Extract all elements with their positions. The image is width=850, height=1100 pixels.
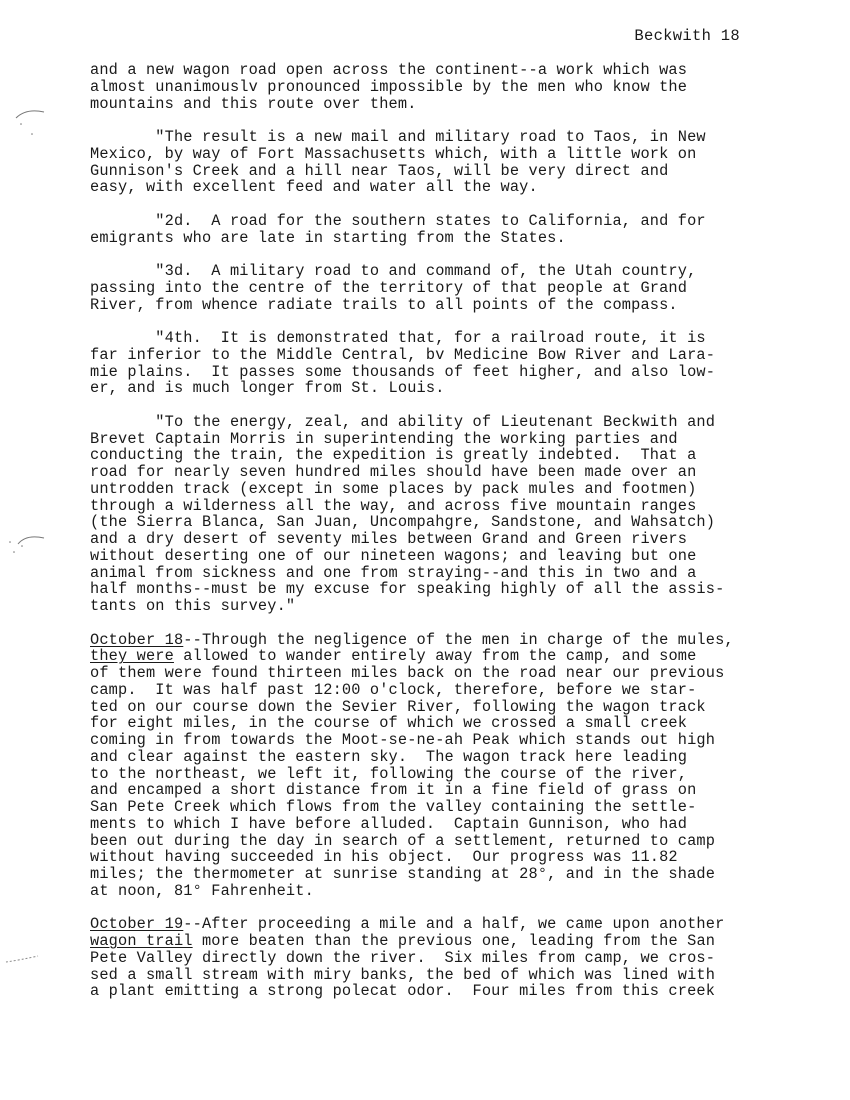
entry-text: allowed to wander entirely away from the camp, and some <box>173 647 697 666</box>
text-line: without deserting one of our nineteen wagons; and leaving but one <box>90 546 697 565</box>
underlined-text: they were <box>90 647 174 666</box>
text-line: sed a small stream with miry banks, the bed of which was lined with <box>90 965 716 984</box>
entry-second-line <box>90 933 790 950</box>
text-line: emigrants who are late in starting from the States. <box>90 228 566 247</box>
text-line: passing into the centre of the territory of that people at Grand <box>90 278 688 297</box>
text-line: tants on this survey." <box>90 597 296 615</box>
text-line: through a wilderness all the way, and across five mountain ranges <box>90 496 697 515</box>
entry-text: --After proceeding a mile and a half, we came upon another <box>183 915 725 934</box>
text-line: "3d. A military road to and command of, the Utah country, <box>90 262 697 280</box>
text-line: to the northeast, we left it, following the course of the river, <box>90 764 688 783</box>
text-line: and encamped a short distance from it in a fine field of grass on <box>90 781 697 800</box>
document-body <box>90 62 790 1000</box>
text-line: half months--must be my excuse for speaking highly of all the assis- <box>90 580 725 599</box>
text-line: "2d. A road for the southern states to California, and for <box>90 211 706 230</box>
entry-text: more beaten than the previous one, leading from the San <box>192 932 716 950</box>
text-line: Mexico, by way of Fort Massachusetts which, with a little work on <box>90 144 697 163</box>
text-line: miles; the thermometer at sunrise standing at 28°, and in the shade <box>90 865 716 883</box>
text-line: coming in from towards the Moot-se-ne-ah Peak which stands out high <box>90 731 716 749</box>
text-line: "4th. It is demonstrated that, for a railroad route, it is <box>90 329 706 347</box>
text-line: untrodden track (except in some places by pack mules and footmen) <box>90 479 697 498</box>
paragraph <box>90 129 790 196</box>
entry-text: --Through the negligence of the men in charge of the mules, <box>183 630 734 649</box>
entry-second-line <box>90 648 790 665</box>
paragraph <box>90 213 790 247</box>
text-line: conducting the train, the expedition is greatly indebted. That a <box>90 446 697 465</box>
margin-mark-2 <box>4 528 50 558</box>
running-head: Beckwith 18 <box>634 27 740 45</box>
margin-mark-1 <box>14 104 50 138</box>
paragraph <box>90 263 790 313</box>
text-line: Brevet Captain Morris in superintending the working parties and <box>90 429 678 448</box>
text-line: mie plains. It passes some thousands of feet higher, and also low- <box>90 362 716 381</box>
entry-date: October 19 <box>90 915 184 934</box>
text-line: almost unanimouslv pronounced impossible by the men who know the <box>90 77 688 96</box>
text-line: animal from sickness and one from straying--and this in two and a <box>90 563 697 582</box>
entry-date: October 18 <box>90 630 184 649</box>
text-line: ments to which I have before alluded. Captain Gunnison, who had <box>90 814 688 833</box>
entry-first-line <box>90 916 790 933</box>
text-line: far inferior to the Middle Central, bv Medicine Bow River and Lara- <box>90 345 716 364</box>
text-line: "To the energy, zeal, and ability of Lieutenant Beckwith and <box>90 412 716 431</box>
text-line: and a new wagon road open across the continent--a work which was <box>90 61 688 79</box>
text-line: easy, with excellent feed and water all the way. <box>90 178 538 197</box>
journal-entry <box>90 916 790 1000</box>
entry-first-line <box>90 632 790 649</box>
text-line: Gunnison's Creek and a hill near Taos, will be very direct and <box>90 161 669 180</box>
text-line: "The result is a new mail and military road to Taos, in New <box>90 128 706 146</box>
text-line: camp. It was half past 12:00 o'clock, therefore, before we star- <box>90 680 697 699</box>
text-line: and clear against the eastern sky. The wagon track here leading <box>90 747 688 766</box>
text-line: for eight miles, in the course of which we crossed a small creek <box>90 714 688 733</box>
text-line: a plant emitting a strong polecat odor. Four miles from this creek <box>90 982 716 1001</box>
text-line: without having succeeded in his object. Our progress was 11.82 <box>90 848 678 867</box>
paragraph <box>90 62 790 112</box>
text-line: San Pete Creek which flows from the valley containing the settle- <box>90 798 697 816</box>
text-line: at noon, 81° Fahrenheit. <box>90 881 314 900</box>
text-line: River, from whence radiate trails to all points of the compass. <box>90 295 678 314</box>
paragraph <box>90 330 790 397</box>
text-line: and a dry desert of seventy miles between Grand and Green rivers <box>90 530 688 548</box>
journal-entry <box>90 632 790 900</box>
text-line: been out during the day in search of a settlement, returned to camp <box>90 831 716 850</box>
text-line: ted on our course down the Sevier River, following the wagon track <box>90 697 706 716</box>
margin-mark-3 <box>2 950 42 970</box>
text-line: of them were found thirteen miles back on the road near our previous <box>90 664 725 682</box>
text-line: (the Sierra Blanca, San Juan, Uncompahgre, Sandstone, and Wahsatch) <box>90 513 716 532</box>
paragraph <box>90 414 790 615</box>
text-line: road for nearly seven hundred miles should have been made over an <box>90 463 697 481</box>
text-line: er, and is much longer from St. Louis. <box>90 379 445 398</box>
text-line: mountains and this route over them. <box>90 94 417 113</box>
text-line: Pete Valley directly down the river. Six miles from camp, we cros- <box>90 948 716 967</box>
underlined-text: wagon trail <box>90 932 193 950</box>
